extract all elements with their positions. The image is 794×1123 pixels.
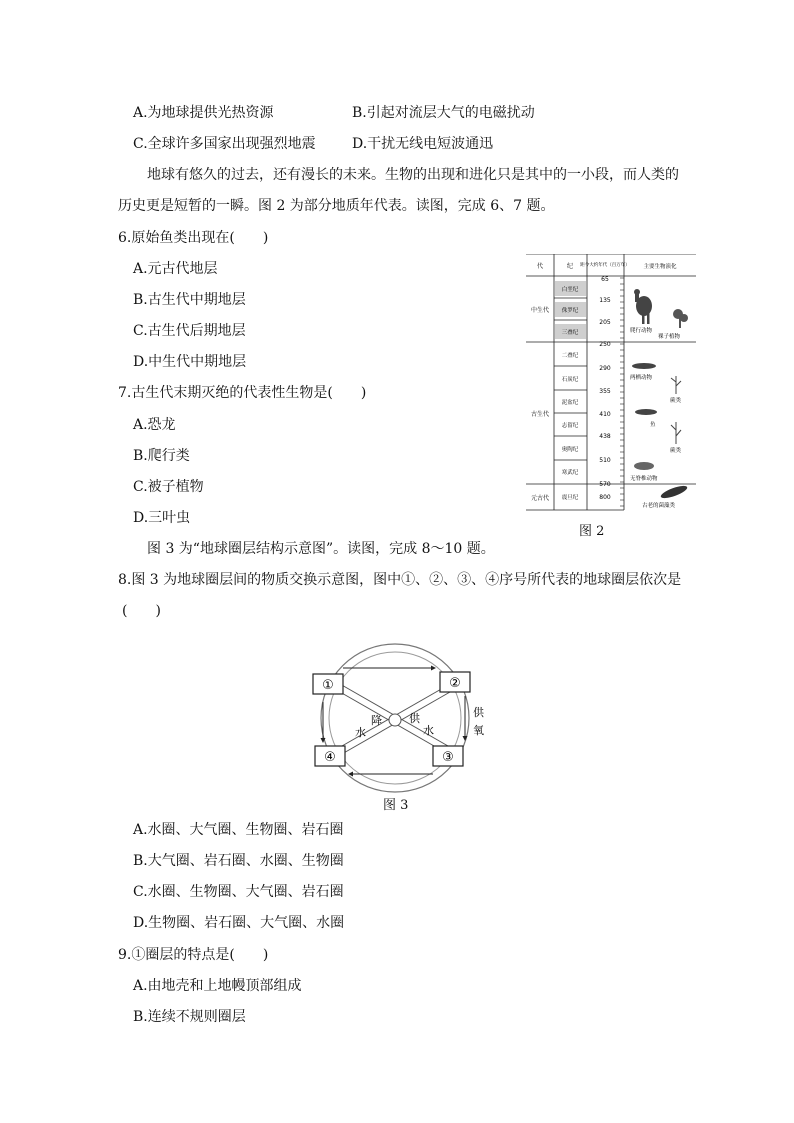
header-evolution: 主要生物演化 [643,264,677,270]
q9-stem: 9.①圈层的特点是( ) [118,947,269,963]
label-ferns-1: 蕨类 [670,398,682,404]
q6-option-b: B.古生代中期地层 [133,292,246,308]
sphere-number-1: ① [322,678,334,693]
earth-spheres-diagram [305,640,485,795]
q8-option-c: C.水圈、生物圈、大气圈、岩石圈 [133,884,344,900]
label-amphibians: 两栖动物 [630,375,653,381]
q7-option-a: A.恐龙 [133,417,176,433]
q7-option-b: B.爬行类 [133,448,190,464]
geologic-time-table-figure [526,254,696,514]
period-ordovician: 奥陶纪 [561,447,579,453]
q6-option-d: D.中生代中期地层 [133,354,247,370]
period-cambrian: 寒武纪 [561,470,579,476]
label-ferns-2: 蕨类 [670,448,682,454]
trilobite-icon [634,462,654,470]
age-label: 800 [599,494,611,501]
q7-option-d: D.三叶虫 [133,510,191,526]
period-devonian: 泥盆纪 [561,400,579,406]
band-label-fall: 降 [371,714,382,727]
label-invertebrates: 无脊椎动物 [630,476,658,482]
age-label: 355 [599,388,611,395]
period-permian: 二叠纪 [561,353,579,359]
sphere-number-2: ② [449,676,461,691]
fish-icon [635,409,657,415]
q8-option-b: B.大气圈、岩石圈、水圈、生物圈 [133,853,344,869]
era-mesozoic: 中生代 [530,307,550,314]
sphere-number-4: ④ [324,750,336,765]
label-reptiles: 爬行动物 [630,328,653,334]
label-fish: 鱼 [650,422,656,428]
fern-icon [671,422,681,444]
q5-option-b: B.引起对流层大气的电磁扰动 [352,105,535,121]
age-label: 135 [599,297,611,304]
age-label: 65 [601,276,609,283]
age-label: 250 [599,341,611,348]
dinosaur-icon [634,289,652,324]
gymnosperm-icon [673,309,688,328]
period-triassic: 三叠纪 [561,330,579,336]
period-silurian: 志留纪 [561,423,579,429]
q6-option-c: C.古生代后期地层 [133,323,246,339]
period-jurassic: 侏罗纪 [561,308,579,314]
header-age: 距今大约年代（百万年） [580,263,630,268]
q5-option-a: A.为地球提供光热资源 [133,105,274,121]
amphibian-icon [632,363,656,369]
q7-stem: 7.古生代末期灭绝的代表性生物是( ) [118,385,367,401]
label-gymnosperms: 裸子植物 [658,334,681,340]
side-label-oxygen: 氧 [473,724,484,737]
figure-2-caption: 图 2 [579,524,605,539]
q6-stem: 6.原始鱼类出现在( ) [118,230,269,246]
age-label: 510 [599,457,611,464]
q9-option-a: A.由地壳和上地幔顶部组成 [133,978,302,994]
intro-paragraph-line1: 地球有悠久的过去，还有漫长的未来。生物的出现和进化只是其中的一小段，而人类的 [147,167,679,183]
period-cretaceous: 白垩纪 [561,287,579,293]
period-sinian: 震旦纪 [561,495,579,501]
fern-icon [671,376,681,394]
band-label-water-left: 水 [355,726,366,739]
q7-option-c: C.被子植物 [133,479,204,495]
figure-3-caption: 图 3 [383,798,409,813]
band-label-water-right: 水 [423,724,434,737]
period-carboniferous: 石炭纪 [561,377,579,383]
header-era: 代 [536,263,544,270]
age-label: 410 [599,411,611,418]
q9-option-b: B.连续不规则圈层 [133,1009,246,1025]
age-label: 205 [599,319,611,326]
header-period: 纪 [566,263,574,270]
q8-stem-line1: 8.图 3 为地球圈层间的物质交换示意图，图中①、②、③、④序号所代表的地球圈层依次是 [118,572,682,588]
age-label: 570 [599,481,611,488]
q5-option-c: C.全球许多国家出现强烈地震 [133,136,316,152]
q8-option-d: D.生物圈、岩石圈、大气圈、水圈 [133,915,345,931]
age-label: 438 [599,433,611,440]
q6-option-a: A.元古代地层 [133,261,218,277]
q8-option-a: A.水圈、大气圈、生物圈、岩石圈 [133,822,344,838]
band-label-supply: 供 [409,712,420,725]
era-paleozoic: 古生代 [530,411,550,418]
intro-paragraph-line2: 历史更是短暂的一瞬。图 2 为部分地质年代表。读图，完成 6、7 题。 [118,198,555,214]
age-label: 290 [599,365,611,372]
era-proterozoic: 元古代 [530,495,550,502]
sphere-number-3: ③ [442,750,454,765]
algae-fossil-icon [659,483,688,500]
q5-option-d: D.干扰无线电短波通迅 [352,136,494,152]
intro-figure3: 图 3 为“地球圈层结构示意图”。读图，完成 8～10 题。 [147,541,495,557]
label-algae: 古老的菌藻类 [642,503,676,509]
q8-stem-line2: ( ) [122,603,161,619]
side-label-supply: 供 [473,706,484,719]
